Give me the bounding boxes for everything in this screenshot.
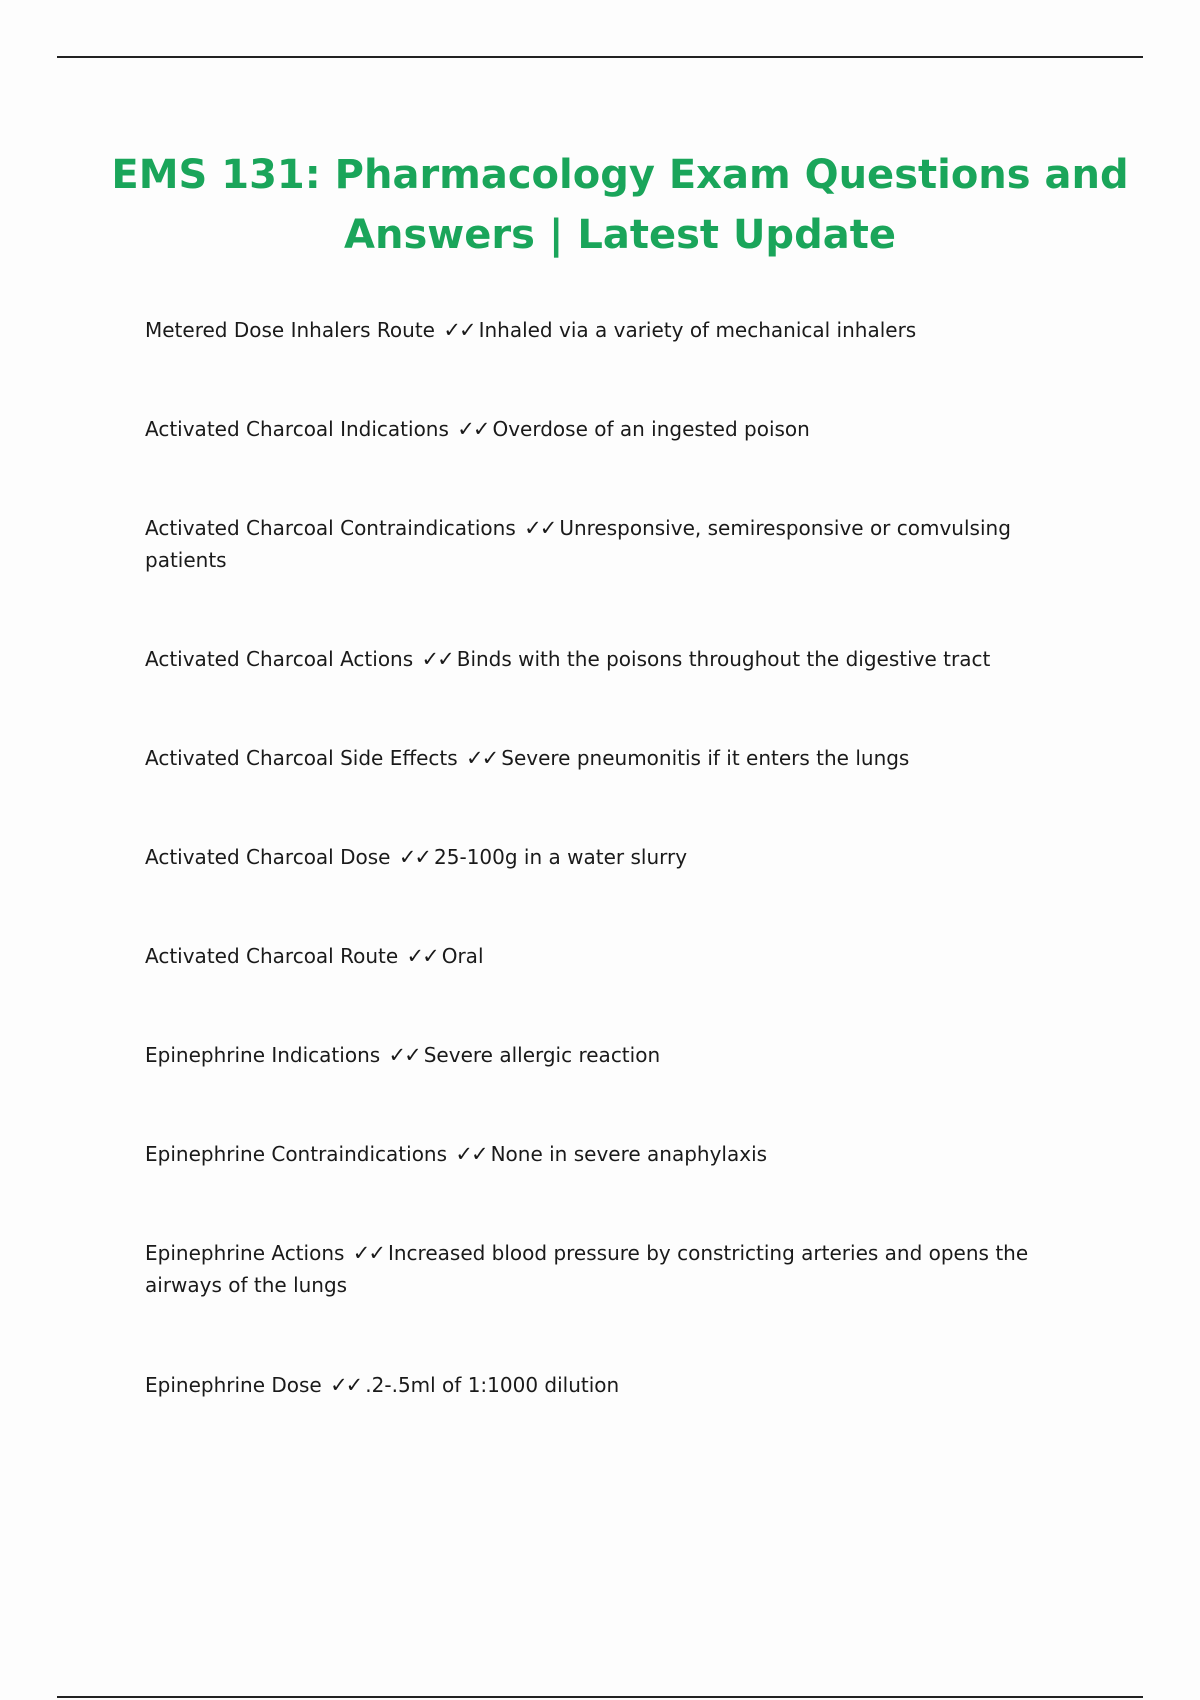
qa-item	[145, 512, 1095, 576]
qa-item	[145, 413, 1095, 445]
double-check-icon: ✓✓	[455, 1142, 487, 1166]
double-check-icon: ✓✓	[421, 647, 453, 671]
qa-term: Metered Dose Inhalers Route	[145, 318, 435, 342]
double-check-icon: ✓✓	[457, 417, 489, 441]
qa-answer: .2-.5ml of 1:1000 dilution	[365, 1373, 620, 1397]
qa-item	[145, 1237, 1095, 1301]
double-check-icon: ✓✓	[466, 746, 498, 770]
qa-item	[145, 841, 1095, 873]
qa-term: Epinephrine Dose	[145, 1373, 322, 1397]
double-check-icon: ✓✓	[524, 516, 556, 540]
qa-term: Activated Charcoal Side Effects	[145, 746, 458, 770]
double-check-icon: ✓✓	[406, 944, 438, 968]
page-title: EMS 131: Pharmacology Exam Questions and Answers | Latest Update	[111, 152, 1129, 258]
qa-item	[145, 742, 1095, 774]
qa-list	[145, 314, 1095, 1468]
double-check-icon: ✓✓	[330, 1373, 362, 1397]
qa-term: Epinephrine Indications	[145, 1043, 381, 1067]
qa-item	[145, 314, 1095, 346]
qa-item	[145, 1369, 1095, 1401]
qa-answer: Unresponsive, semiresponsive or comvulsing patients	[145, 516, 1011, 572]
qa-term: Activated Charcoal Actions	[145, 647, 414, 671]
qa-item	[145, 940, 1095, 972]
qa-term: Epinephrine Contraindications	[145, 1142, 448, 1166]
qa-answer: Oral	[441, 944, 484, 968]
qa-answer: 25-100g in a water slurry	[434, 845, 688, 869]
qa-term: Epinephrine Actions	[145, 1241, 345, 1265]
qa-term: Activated Charcoal Contraindications	[145, 516, 516, 540]
double-check-icon: ✓✓	[443, 318, 475, 342]
qa-answer: Increased blood pressure by constricting arteries and opens the airways of the lungs	[145, 1241, 1029, 1297]
qa-term: Activated Charcoal Indications	[145, 417, 449, 441]
qa-item	[145, 643, 1095, 675]
qa-item	[145, 1039, 1095, 1071]
qa-term: Activated Charcoal Dose	[145, 845, 391, 869]
bottom-divider	[57, 1696, 1143, 1698]
double-check-icon: ✓✓	[352, 1241, 384, 1265]
qa-item	[145, 1138, 1095, 1170]
top-divider	[57, 56, 1143, 58]
qa-answer: Overdose of an ingested poison	[492, 417, 810, 441]
qa-answer: Inhaled via a variety of mechanical inhalers	[478, 318, 917, 342]
qa-term: Activated Charcoal Route	[145, 944, 399, 968]
double-check-icon: ✓✓	[388, 1043, 420, 1067]
qa-answer: Severe pneumonitis if it enters the lungs	[501, 746, 910, 770]
double-check-icon: ✓✓	[398, 845, 431, 869]
qa-answer: Binds with the poisons throughout the digestive tract	[456, 647, 991, 671]
qa-answer: Severe allergic reaction	[423, 1043, 661, 1067]
qa-answer: None in severe anaphylaxis	[490, 1142, 768, 1166]
